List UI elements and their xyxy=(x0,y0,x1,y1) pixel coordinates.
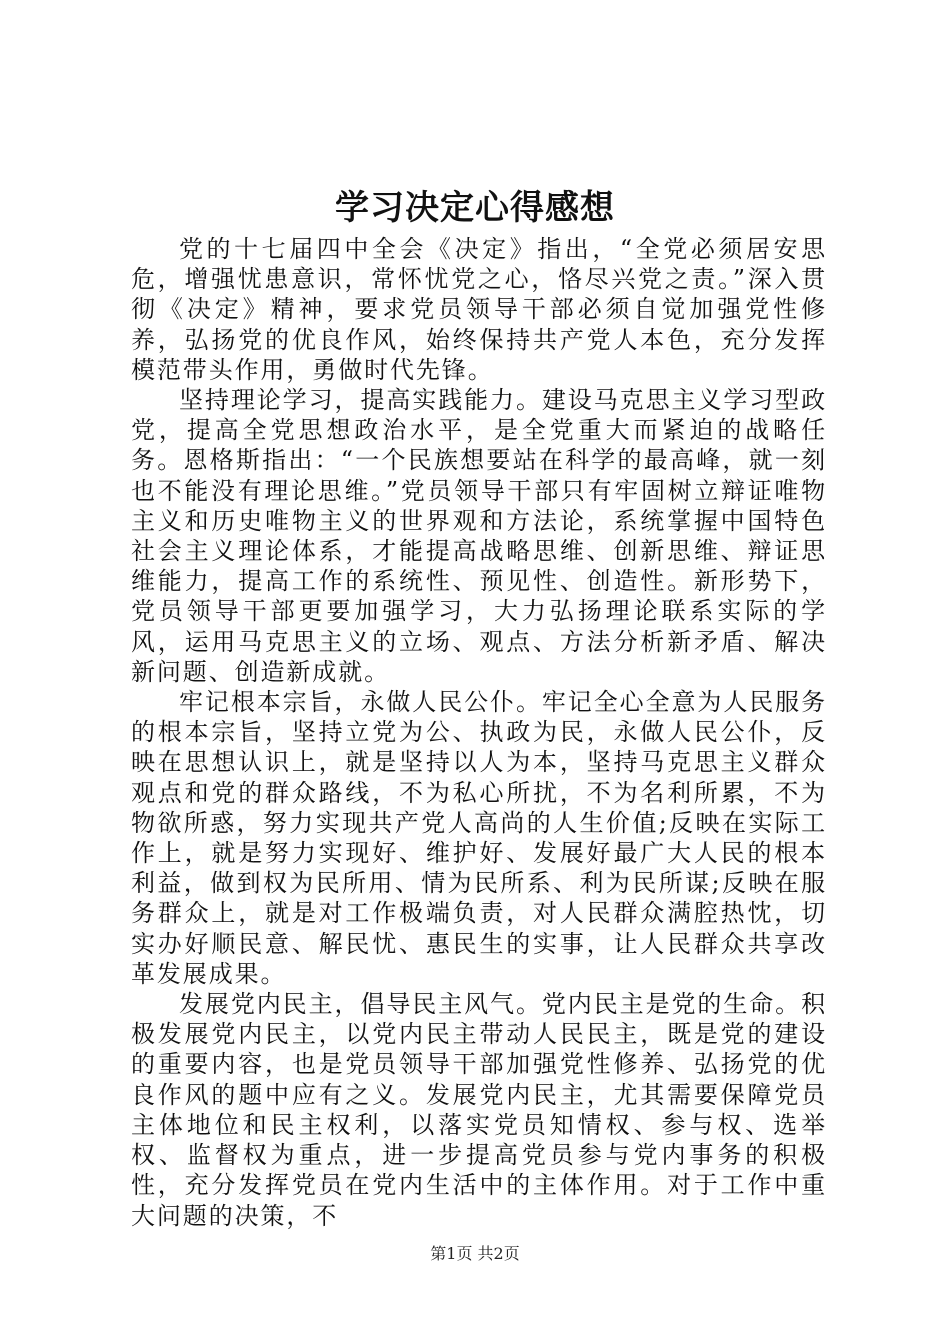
paragraph-3: 牢记根本宗旨，永做人民公仆。牢记全心全意为人民服务的根本宗旨，坚持立党为公、执政为民，永做人民公仆，反映在思想认识上，就是坚持以人为本，坚持马克思主义群众观点和党的群众路线，不为私心所扰，不为名利所累，不为物欲所惑，努力实现共产党人高尚的人生价值;反映在实际工作上，就是努力实现好、维护好、发展好最广大人民的根本利益，做到权为民所用、情为民所系、利为民所谋;反映在服务群众上，就是对工作极端负责，对人民群众满腔热忱，切实办好顺民意、解民忧、惠民生的实事，让人民群众共享改革发展成果。 xyxy=(131,688,827,988)
document-body xyxy=(131,234,827,1231)
page-number-footer: 第1页 共2页 xyxy=(430,1244,520,1263)
paragraph-2: 坚持理论学习，提高实践能力。建设马克思主义学习型政党，提高全党思想政治水平，是全党重大而紧迫的战略任务。恩格斯指出：“一个民族想要站在科学的最高峰，就一刻也不能没有理论思维。”党员领导干部只有牢固树立辩证唯物主义和历史唯物主义的世界观和方法论，系统掌握中国特色社会主义理论体系，才能提高战略思维、创新思维、辩证思维能力，提高工作的系统性、预见性、创造性。新形势下，党员领导干部更要加强学习，大力弘扬理论联系实际的学风，运用马克思主义的立场、观点、方法分析新矛盾、解决新问题、创造新成就。 xyxy=(131,386,827,686)
paragraph-1: 党的十七届四中全会《决定》指出，“全党必须居安思危，增强忧患意识，常怀忧党之心，恪尽兴党之责。”深入贯彻《决定》精神，要求党员领导干部必须自觉加强党性修养，弘扬党的优良作风，始终保持共产党人本色，充分发挥模范带头作用，勇做时代先锋。 xyxy=(131,235,827,384)
document-title: 学习决定心得感想 xyxy=(335,188,615,228)
paragraph-4: 发展党内民主，倡导民主风气。党内民主是党的生命。积极发展党内民主，以党内民主带动人民民主，既是党的建设的重要内容，也是党员领导干部加强党性修养、弘扬党的优良作风的题中应有之义。发展党内民主，尤其需要保障党员主体地位和民主权利，以落实党员知情权、参与权、选举权、监督权为重点，进一步提高党员参与党内事务的积极性，充分发挥党员在党内生活中的主体作用。对于工作中重大问题的决策，不 xyxy=(131,990,827,1230)
